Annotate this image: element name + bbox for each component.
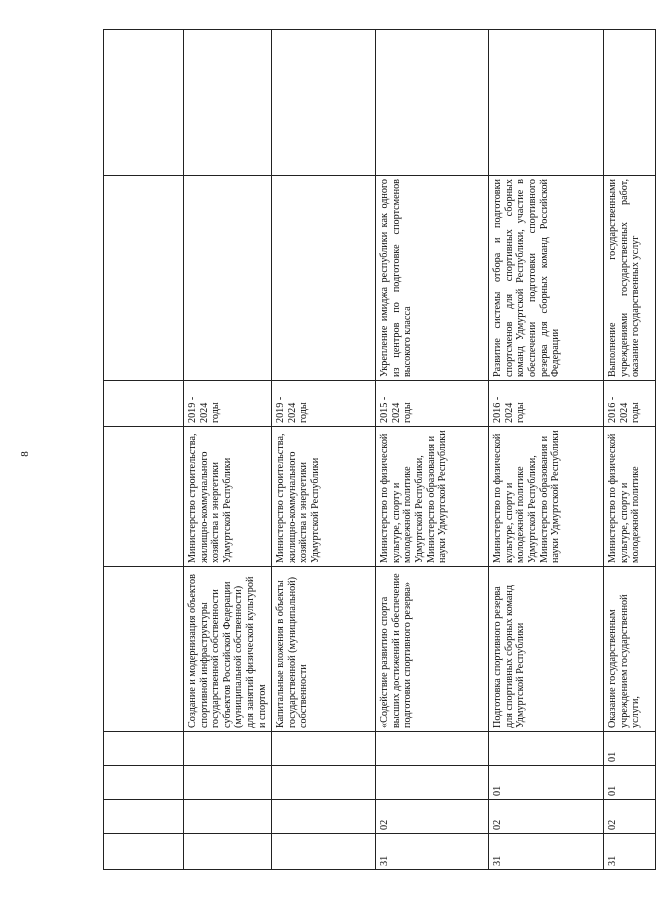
link-indicators [604, 30, 656, 176]
code-m [272, 732, 376, 766]
measure-name: Оказание государственным учреждением государственной услуги, [604, 567, 656, 732]
table-row [184, 30, 272, 870]
expected-result [272, 176, 376, 381]
code-gp [184, 834, 272, 870]
code-m [489, 732, 604, 766]
measure-name: Создание и модернизация объектов спортивной инфраструктуры государственной собственности субъектов Российской Федерации (муниципальной собственности) для занятий физической культурой и спортом [184, 567, 272, 732]
code-om [184, 766, 272, 800]
executor: Министерство по физической культуре, спорту и молодежной политике Удмуртской Республики, Министерство образования и науки Удмуртской Республики [376, 427, 489, 567]
code-om: 01 [489, 766, 604, 800]
program-table [103, 29, 656, 870]
code-pp [272, 800, 376, 834]
measure-name: Капитальные вложения в объекты государственной (муниципальной) собственности [272, 567, 376, 732]
code-gp: 31 [604, 834, 656, 870]
measure-name: «Содействие развитию спорта высших достижений и обеспечение подготовки спортивного резерва» [376, 567, 489, 732]
table-row [376, 30, 489, 870]
code-pp [184, 800, 272, 834]
code-m [376, 732, 489, 766]
expected-result: Выполнение государственными учреждениями государственных работ, оказание государственных услуг [604, 176, 656, 381]
link-indicators [489, 30, 604, 176]
executor: Министерство строительства, жилищно-коммунального хозяйства и энергетики Удмуртской Республики [272, 427, 376, 567]
program-table-rotated [103, 30, 642, 870]
table-row [489, 30, 604, 870]
code-om [272, 766, 376, 800]
period: 2015 - 2024 годы [376, 381, 489, 427]
table-row [272, 30, 376, 870]
link-indicators [272, 30, 376, 176]
code-om [376, 766, 489, 800]
code-gp: 31 [489, 834, 604, 870]
code-pp: 02 [376, 800, 489, 834]
code-om: 01 [604, 766, 656, 800]
code-gp [272, 834, 376, 870]
executor: Министерство строительства, жилищно-коммунального хозяйства и энергетики Удмуртской Республики [184, 427, 272, 567]
period: 2019 - 2024 годы [272, 381, 376, 427]
executor: Министерство по физической культуре, спорту и молодежной политике Удмуртской Республики, Министерство образования и науки Удмуртской Республики [489, 427, 604, 567]
table-row-top-spacer [104, 30, 184, 870]
code-pp: 02 [489, 800, 604, 834]
code-pp: 02 [604, 800, 656, 834]
period: 2016 - 2024 годы [489, 381, 604, 427]
expected-result [184, 176, 272, 381]
measure-name: Подготовка спортивного резерва для спортивных сборных команд Удмуртской Республики [489, 567, 604, 732]
link-indicators [184, 30, 272, 176]
code-gp: 31 [376, 834, 489, 870]
page-number: 8 [18, 451, 31, 457]
code-m: 01 [604, 732, 656, 766]
table-row [604, 30, 656, 870]
link-indicators [376, 30, 489, 176]
expected-result: Развитие системы отбора и подготовки спортсменов для спортивных сборных команд Удмуртской Республики, участие в обеспечении подготовки спортивного резерва для сборных команд Российской Федерации [489, 176, 604, 381]
executor: Министерство по физической культуре, спорту и молодежной политике [604, 427, 656, 567]
period: 2019 - 2024 годы [184, 381, 272, 427]
expected-result: Укрепление имиджа республики как одного из центров по подготовке спортсменов высокого класса [376, 176, 489, 381]
code-m [184, 732, 272, 766]
period: 2016 - 2024 годы [604, 381, 656, 427]
